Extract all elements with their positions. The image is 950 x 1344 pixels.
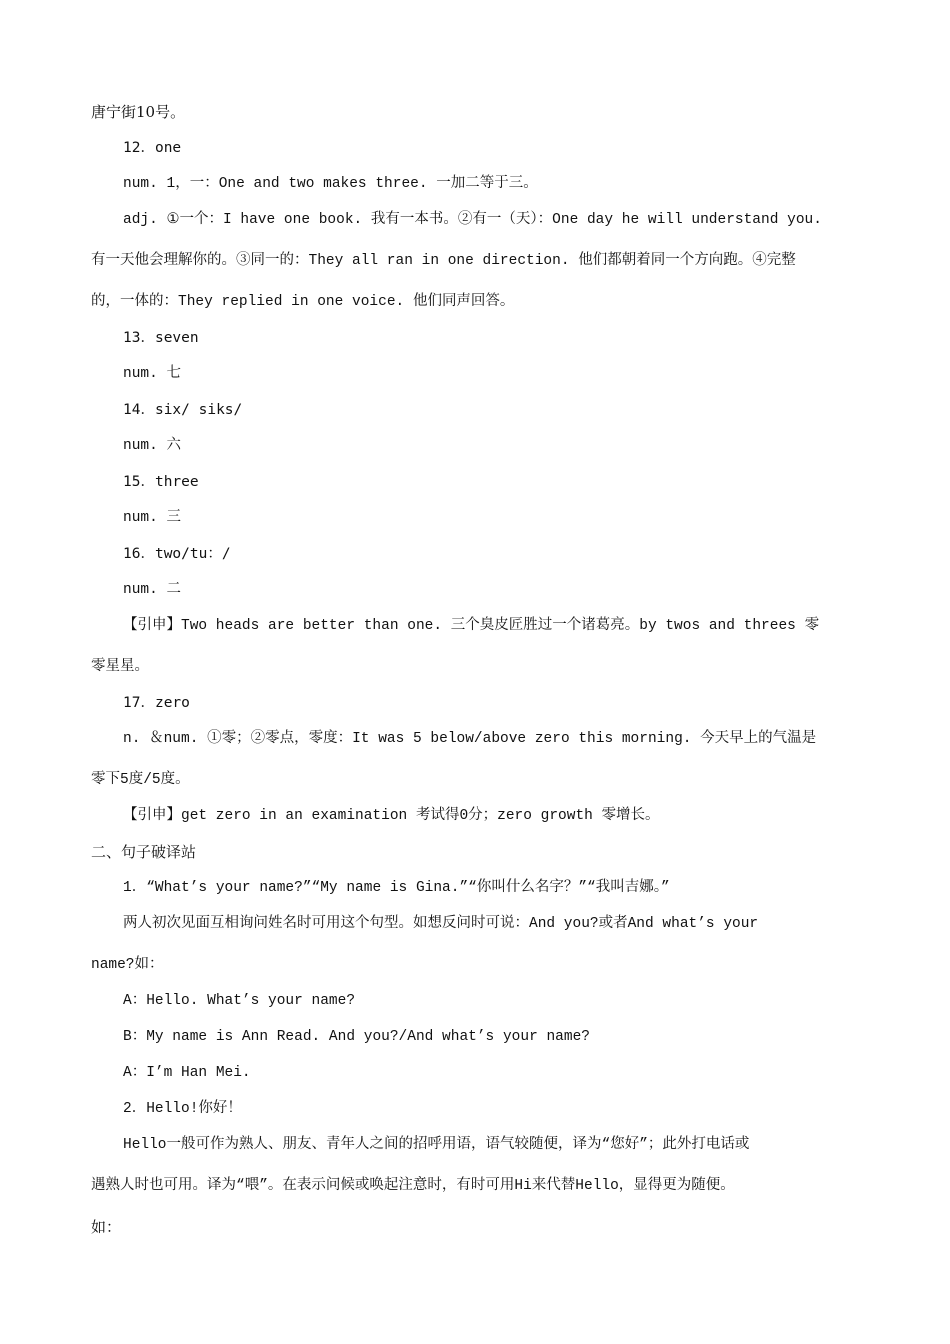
- definition-line: 零下5度/5度。: [91, 772, 190, 788]
- text-line: 唐宁街10号。: [91, 103, 186, 121]
- definition-line: num. 七: [123, 366, 182, 382]
- paragraph-line: 两人初次见面互相询问姓名时可用这个句型。如想反问时可说：And you?或者And what’s your: [123, 916, 759, 932]
- dialogue-line: A：Hello. What’s your name?: [123, 993, 356, 1009]
- definition-line: num. 二: [123, 582, 182, 598]
- vocab-heading: 17．zero: [123, 695, 190, 711]
- definition-line: num. 1，一：One and two makes three. 一加二等于三。: [123, 176, 538, 192]
- vocab-heading: 14．six/ siks/: [123, 402, 243, 418]
- paragraph-line: name?如：: [91, 957, 164, 973]
- definition-line: num. 六: [123, 438, 182, 454]
- extension-line: 【引申】Two heads are better than one. 三个臭皮匠胜过一个诸葛亮。by twos and threes 零: [123, 618, 820, 634]
- extension-line: 【引申】get zero in an examination 考试得0分；zero growth 零增长。: [123, 808, 660, 824]
- vocab-heading: 16．two/tu：/: [123, 546, 231, 562]
- definition-line: 的，一体的：They replied in one voice. 他们同声回答。: [91, 294, 515, 310]
- vocab-heading: 12．one: [123, 140, 182, 156]
- paragraph-line: 遇熟人时也可用。译为“喂”。在表示问候或唤起注意时，有时可用Hi来代替Hello，显得更为随便。: [91, 1178, 735, 1194]
- section-heading: 二、句子破译站: [91, 843, 197, 861]
- definition-line: 有一天他会理解你的。③同一的：They all ran in one direction. 他们都朝着同一个方向跑。④完整: [91, 253, 796, 269]
- vocab-heading: 13．seven: [123, 330, 199, 346]
- sentence-heading: 1．“What’s your name?”“My name is Gina.”“你叫什么名字？”“我叫吉娜。”: [123, 880, 670, 896]
- vocab-heading: 15．three: [123, 474, 199, 490]
- dialogue-line: A：I’m Han Mei.: [123, 1065, 251, 1081]
- definition-line: n. ＆num. ①零；②零点，零度：It was 5 below/above zero this morning. 今天早上的气温是: [123, 731, 817, 747]
- sentence-heading: 2．Hello!你好！: [123, 1101, 242, 1117]
- paragraph-line: 如：: [91, 1218, 122, 1236]
- extension-line: 零星星。: [91, 659, 149, 675]
- dialogue-line: B：My name is Ann Read. And you?/And what’s your name?: [123, 1029, 590, 1045]
- definition-line: num. 三: [123, 510, 182, 526]
- definition-line: adj. ①一个：I have one book. 我有一本书。②有一（天）：One day he will understand you.: [123, 212, 822, 228]
- paragraph-line: Hello一般可作为熟人、朋友、青年人之间的招呼用语，语气较随便，译为“您好”；此外打电话或: [123, 1137, 750, 1153]
